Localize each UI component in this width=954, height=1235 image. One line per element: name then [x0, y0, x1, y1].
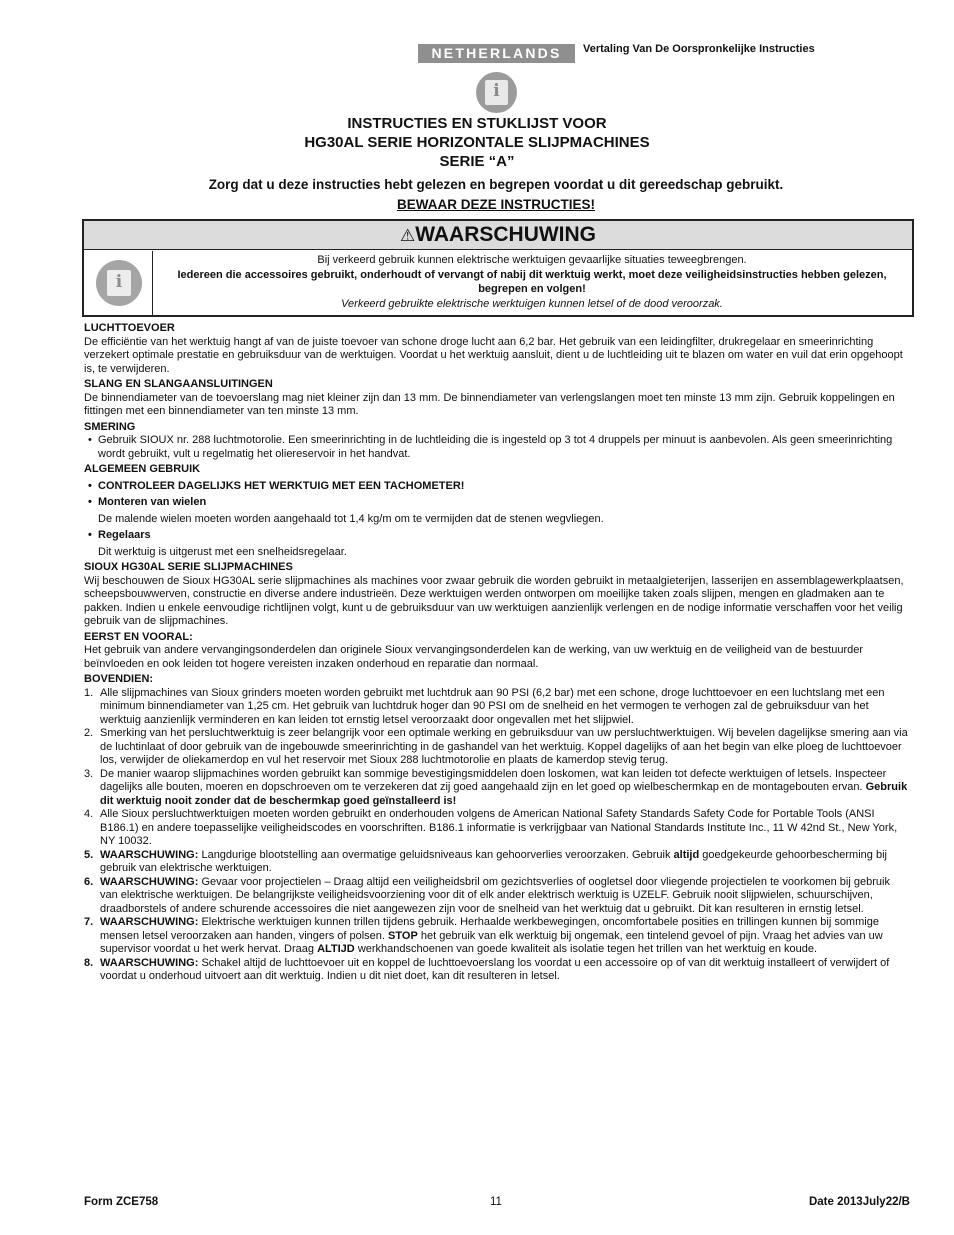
warning-heading	[84, 221, 912, 250]
item-text: werkhandschoenen van goede kwaliteit als isolatie tegen het trillen van het werktuig en koude.	[357, 943, 818, 955]
item-number: 5.	[84, 848, 94, 861]
item-text: Smerking van het persluchtwerktuig is zeer belangrijk voor een optimale werking en gebruiksduur van uw persluchtwerktuigen. Wij bevelen dagelijkse smering aan via de luchtinlaat of door gebruik van de ingebouwde smeerinrichting in de gashandel van het werktuig. Koppel dagelijks of aan het begin van elke ploeg de luchttoevoer los, verwijder de oliekamerdop en vul het reservoir met Sioux 288 luchtmotorolie en plaats de kamerdop stevig terug.	[100, 727, 908, 766]
warning-line-1: Bij verkeerd gebruik kunnen elektrische werktuigen gevaarlijke situaties teweegbrengen.	[317, 254, 747, 266]
item-bold-text: altijd	[673, 848, 700, 861]
info-book-icon: i	[476, 72, 517, 113]
info-book-icon: i	[96, 260, 142, 306]
section-heading: SIOUX HG30AL SERIE SLIJPMACHINES	[84, 561, 293, 573]
section-heading: EERST EN VOORAL:	[84, 630, 193, 643]
warning-line-3: Verkeerd gebruikte elektrische werktuigen kunnen letsel of de dood veroorzak.	[341, 297, 723, 310]
title-line-3: SERIE “A”	[439, 153, 515, 170]
bullet-item: • CONTROLEER DAGELIJKS HET WERKTUIG MET EEN TACHOMETER!	[84, 480, 910, 494]
bullet-item: • Monteren van wielen	[84, 496, 910, 510]
list-item	[84, 957, 910, 984]
warning-title: WAARSCHUWING	[415, 223, 597, 246]
bullet-item: • Regelaars	[84, 529, 910, 543]
document-date: Date 2013July22/B	[808, 1196, 910, 1208]
page-number: 11	[490, 1196, 502, 1208]
item-number: 3.	[84, 767, 94, 780]
section-heading: LUCHTTOEVOER	[84, 322, 175, 334]
section-text: Wij beschouwen de Sioux HG30AL serie slijpmachines als machines voor zwaar gebruik die worden gebruikt in metaalgieterijen, lasserijen en assemblagewerkplaatsen, scheepsbouwwerven, constructie en diverse andere industrieën. Deze werktuigen werden ontworpen om moeilijke taken zoals slijpen, mengen en gladmaken aan te pakken. Indien u enkele eenvoudige richtlijnen volgt, kunt u de gebruiksduur van uw werktuigen aanzienlijk verlengen en de nodige informatie verschaffen voor het veilig gebruik van de slijpmachines.	[84, 574, 904, 627]
warning-box	[82, 219, 914, 317]
list-item	[84, 727, 910, 768]
item-text: goedgekeurde gehoorbescherming bij gebruik van elektrische werktuigen.	[100, 848, 887, 874]
form-number: Form ZCE758	[84, 1196, 159, 1208]
section-text: Het gebruik van andere vervangingsonderdelen dan originele Sioux vervangingsonderdelen kan de werking, van uw werktuig en de veiligheid van de bestuurder beïnvloeden en ook leiden tot hogere vereisten inzaken onderhoud en reparatie dan normaal.	[84, 644, 864, 670]
item-bold-text: Gebruik dit werktuig nooit zonder dat de beschermkap goed geïnstalleerd is!	[100, 781, 908, 807]
item-number: 7.	[84, 916, 94, 928]
item-number: 6.	[84, 875, 94, 888]
item-bold-text: STOP	[388, 929, 418, 942]
item-number: 1.	[84, 686, 94, 699]
bullet-item: • Gebruik SIOUX nr. 288 luchtmotorolie. Een smeerinrichting in de luchtleiding die is ingesteld op 3 tot 4 druppels per minuut is aanbevolen. Als geen smeerinrichting wordt gebruikt, vult u regelmatig het oliereservoir in het handvat.	[84, 434, 910, 461]
title-line-2: HG30AL SERIE HORIZONTALE SLIJPMACHINES	[304, 134, 650, 151]
item-text: Alle slijpmachines van Sioux grinders moeten worden gebruikt met luchtdruk aan 90 PSI (6,2 bar) met een schone, droge luchttoevoer en een luchtslang met een minimum binnendiameter van 1,25 cm. Het gebruik van luchtdruk hoger dan 90 PSI om de snelheid en het vermogen te verhogen zal de gebruiksduur van het werktuig aanzienlijk verminderen en kan leiden tot ernstig letsel veroorzaakt door ongevallen met het slijpwiel.	[100, 686, 885, 726]
warning-triangle-icon: ⚠	[399, 226, 416, 246]
instructions-body	[84, 320, 910, 984]
section-heading: BOVENDIEN:	[84, 673, 154, 685]
list-item	[84, 849, 910, 876]
item-text: Langdurige blootstelling aan overmatige geluidsniveaus kan gehoorverlies veroorzaken. Gebruik	[201, 848, 671, 861]
item-number: 2.	[84, 727, 94, 739]
item-text: Alle Sioux persluchtwerktuigen moeten worden gebruikt en onderhouden volgens de American National Safety Standards Safety Code for Portable Tools (ANSI B186.1) en andere toepasselijke veiligheidscodes en voorschriften. B186.1 informatie is verkrijgbaar van National Standards Institute Inc., 11 W 42nd St., New York, NY 10032.	[100, 808, 898, 847]
read-notice: Zorg dat u deze instructies hebt gelezen en begrepen voordat u dit gereedschap gebruikt.	[208, 177, 784, 192]
bullet-text: De malende wielen moeten worden aangehaald tot 1,4 kg/m om te vermijden dat de stenen wegvliegen.	[98, 512, 604, 525]
item-bold-text: ALTIJD	[317, 943, 355, 955]
list-item	[84, 808, 910, 849]
item-text: De manier waarop slijpmachines worden gebruikt kan sommige bevestigingsmiddelen doen loskomen, wat kan leiden tot defecte werktuigen of letsels. Inspecteer dagelijks alle bouten, moeren en dopschroeven om te verzekeren dat zij goed aangehaald zijn en let goed op wielbeschermkap en de montagebouten ervan.	[100, 767, 887, 793]
item-text: het gebruik van elk werktuig bij ongemak, een tintelend gevoel of pijn. Vraag het advies van uw supervisor voordat u het werk hervat. Draag	[100, 929, 883, 955]
list-item	[84, 876, 910, 917]
item-text: Schakel altijd de luchttoevoer uit en koppel de luchttoevoerslang los voordat u een accessoire op of van dit werktuig installeert of verwijdert of voordat u onderhoud uitvoert aan dit werktuig. Indien u dit niet doet, kan dit resulteren in letsel.	[100, 956, 890, 982]
item-warning-label: WAARSCHUWING:	[100, 956, 199, 969]
list-item	[84, 687, 910, 728]
list-item	[84, 916, 910, 957]
warning-line-2: Iedereen die accessoires gebruikt, onderhoudt of vervangt of nabij dit werktuig werkt, moet deze veiligheidsinstructies hebben gelezen, begrepen en volgen!	[177, 268, 887, 295]
item-warning-label: WAARSCHUWING:	[100, 848, 199, 861]
item-number: 4.	[84, 808, 94, 820]
list-item	[84, 768, 910, 809]
warning-icon-cell	[84, 251, 153, 315]
section-heading: SLANG EN SLANGAANSLUITINGEN	[84, 378, 273, 390]
section-heading: SMERING	[84, 420, 136, 433]
translation-note: Vertaling Van De Oorspronkelijke Instructies	[583, 43, 815, 55]
country-label: NETHERLANDS	[418, 44, 575, 63]
section-text: De efficiëntie van het werktuig hangt af van de juiste toevoer van schone droge lucht aan 6,2 bar. Het gebruik van een leidingfilter, drukregelaar en smeerinrichting verzekert optimale prestatie en gebruiksduur van de werktuigen. Voordat u het werktuig aansluit, dient u de luchtleiding uit te blazen om water en vuil dat erin opgehoopt is, te verwijderen.	[84, 335, 903, 375]
title-line-1: INSTRUCTIES EN STUKLIJST VOOR	[347, 115, 607, 132]
section-text: De binnendiameter van de toevoerslang mag niet kleiner zijn dan 13 mm. De binnendiameter van verlengslangen moet ten minste 13 mm zijn. Gebruik koppelingen en fittingen met een binnendiameter van ten minste 13 mm.	[84, 391, 895, 417]
item-warning-label: WAARSCHUWING:	[100, 875, 199, 888]
bullet-text: Dit werktuig is uitgerust met een snelheidsregelaar.	[98, 545, 347, 558]
keep-instructions: BEWAAR DEZE INSTRUCTIES!	[396, 197, 595, 212]
item-text: Gevaar voor projectielen – Draag altijd een veiligheidsbril om gezichtsverlies of oogletsel door vliegende projectielen te voorkomen bij gebruik van elektrische werktuigen. De belangrijkste veiligheidsvoorziening voor dit of elk ander elektrisch werktuig is UZELF. Gebruik nooit slijpwielen, schuurschijven, draadborstels of andere schurende accessoires die niet aangewezen zijn voor de snelheid van het werktuig dat u gebruikt. Dit kan resulteren in ernstig letsel.	[100, 875, 890, 915]
section-heading: ALGEMEEN GEBRUIK	[84, 463, 201, 475]
item-number: 8.	[84, 956, 94, 969]
item-text: Elektrische werktuigen kunnen trillen tijdens gebruik. Herhaalde werkbewegingen, oncomfortabele posities en trillingen kunnen bij sommige mensen letsel veroorzaken aan handen, vingers of polsen.	[100, 916, 879, 942]
item-warning-label: WAARSCHUWING:	[100, 916, 199, 928]
warning-text	[156, 253, 908, 311]
